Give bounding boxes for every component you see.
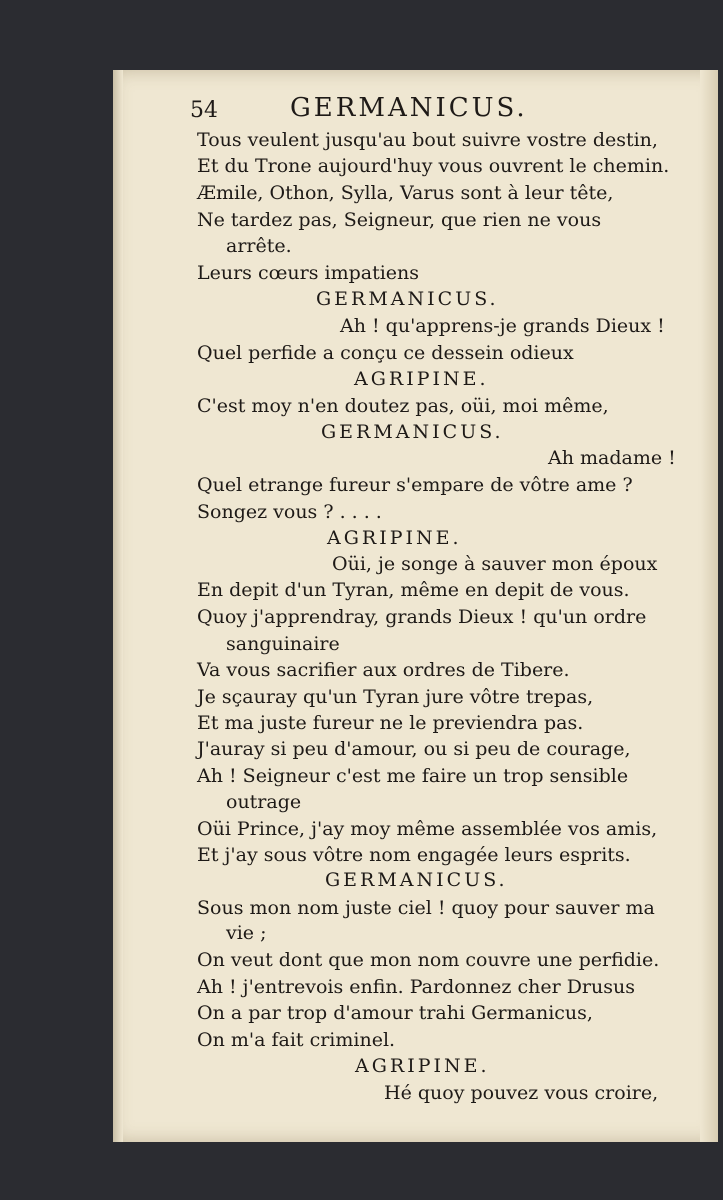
page-fore-edge bbox=[700, 70, 718, 1142]
page-gutter-shadow bbox=[113, 70, 123, 1142]
text-line: vie ; bbox=[226, 922, 267, 944]
text-line: On veut dont que mon nom couvre une perfidie. bbox=[197, 949, 660, 971]
text-line: Ah madame ! bbox=[548, 447, 676, 469]
running-title: GERMANICUS. bbox=[290, 93, 528, 123]
speaker-name: AGRIPINE. bbox=[354, 368, 489, 390]
text-line: En depit d'un Tyran, même en depit de vous. bbox=[197, 579, 630, 601]
text-line: Quel perfide a conçu ce dessein odieux bbox=[197, 342, 574, 364]
text-line: Tous veulent jusqu'au bout suivre vostre destin, bbox=[197, 129, 658, 151]
text-line: Leurs cœurs impatiens bbox=[197, 262, 420, 284]
speaker-name: AGRIPINE. bbox=[327, 527, 462, 549]
text-line: On m'a fait criminel. bbox=[197, 1029, 396, 1051]
text-line: Et ma juste fureur ne le previendra pas. bbox=[197, 712, 584, 734]
speaker-name: AGRIPINE. bbox=[355, 1055, 490, 1077]
text-line: Je sçauray qu'un Tyran jure vôtre trepas, bbox=[197, 686, 594, 708]
text-line: Ah ! j'entrevois enfin. Pardonnez cher Drusus bbox=[197, 976, 635, 998]
text-line: Va vous sacrifier aux ordres de Tibere. bbox=[197, 659, 570, 681]
text-line: J'auray si peu d'amour, ou si peu de courage, bbox=[197, 738, 631, 760]
page-number: 54 bbox=[190, 98, 218, 123]
text-line: Sous mon nom juste ciel ! quoy pour sauver ma bbox=[197, 897, 655, 919]
text-line: On a par trop d'amour trahi Germanicus, bbox=[197, 1002, 593, 1024]
text-line: Hé quoy pouvez vous croire, bbox=[384, 1082, 659, 1104]
text-line: outrage bbox=[226, 791, 302, 813]
text-line: Æmile, Othon, Sylla, Varus sont à leur tête, bbox=[197, 182, 614, 204]
text-line: Quoy j'apprendray, grands Dieux ! qu'un ordre bbox=[197, 606, 647, 628]
text-line: arrête. bbox=[226, 235, 292, 257]
text-line: Ah ! Seigneur c'est me faire un trop sensible bbox=[197, 765, 629, 787]
speaker-name: GERMANICUS. bbox=[316, 288, 499, 310]
speaker-name: GERMANICUS. bbox=[321, 421, 504, 443]
text-line: Oüi, je songe à sauver mon époux bbox=[332, 553, 658, 575]
text-line: Et du Trone aujourd'huy vous ouvrent le chemin. bbox=[197, 155, 670, 177]
text-line: Ne tardez pas, Seigneur, que rien ne vous bbox=[197, 209, 602, 231]
text-line: Oüi Prince, j'ay moy même assemblée vos amis, bbox=[197, 818, 658, 840]
speaker-name: GERMANICUS. bbox=[325, 869, 508, 891]
text-line: Quel etrange fureur s'empare de vôtre ame ? bbox=[197, 474, 633, 496]
text-line: C'est moy n'en doutez pas, oüi, moi même, bbox=[197, 395, 609, 417]
text-line: Et j'ay sous vôtre nom engagée leurs esprits. bbox=[197, 844, 631, 866]
text-line: sanguinaire bbox=[226, 633, 340, 655]
text-line: Songez vous ? . . . . bbox=[197, 501, 382, 523]
text-line: Ah ! qu'apprens-je grands Dieux ! bbox=[340, 315, 665, 337]
